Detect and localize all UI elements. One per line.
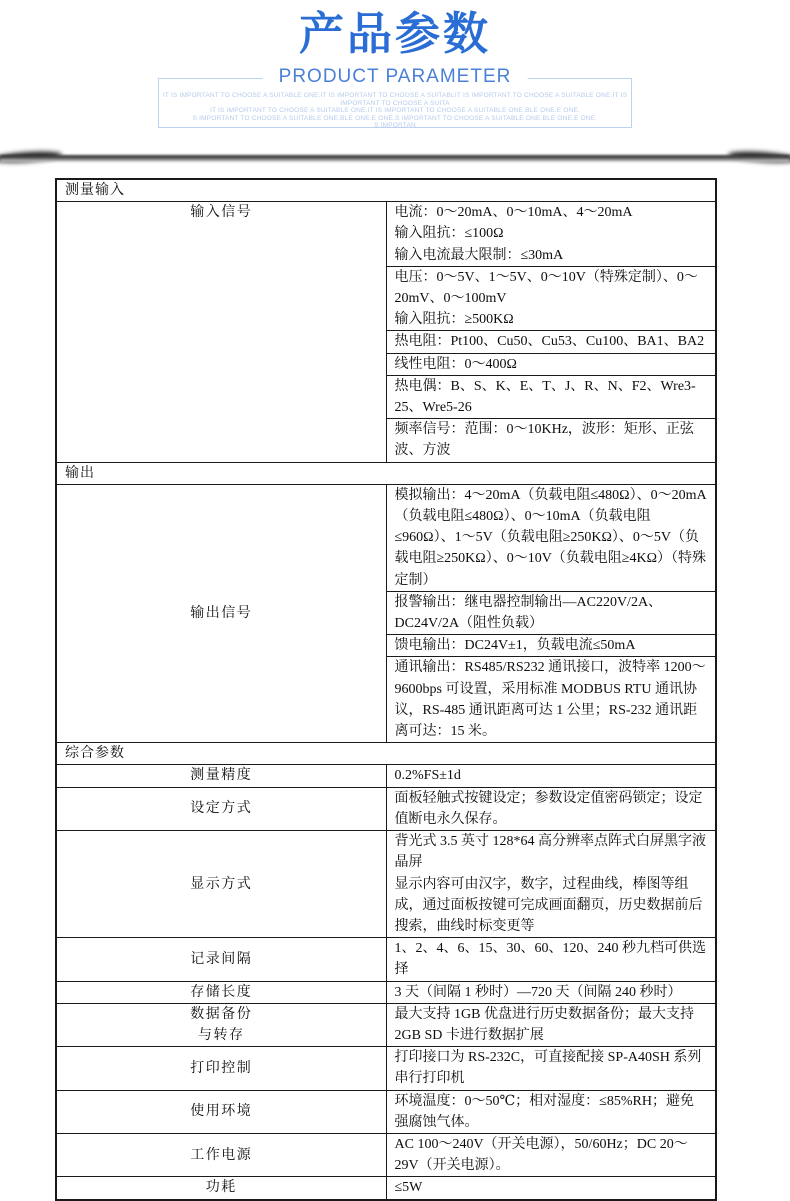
spec-value: 线性电阻：0～400Ω — [386, 353, 716, 375]
tagline-line: S IMPORTANT TO CHOOSE A SUITABLE ONE.BLE ONE.E ONE.S IMPORTANT TO CHOOSE A SUITABLE ONE.BLE ONE.E ONE. — [192, 114, 598, 122]
spec-label: 打印控制 — [56, 1047, 386, 1090]
spec-line: 输入电流最大限制：≤30mA — [394, 247, 564, 263]
spec-label — [56, 1003, 386, 1046]
section-row-general — [56, 743, 716, 765]
page-subtitle: PRODUCT PARAMETER — [263, 66, 528, 88]
section-header: 输出 — [56, 462, 716, 484]
spec-value: 最大支持 1GB 优盘进行历史数据备份；最大支持 2GB SD 卡进行数据扩展 — [386, 1003, 716, 1046]
spec-value: 热电阻：Pt100、Cu50、Cu53、Cu100、BA1、BA2 — [386, 331, 716, 353]
spec-label-line: 数据备份 — [190, 1006, 253, 1022]
subtitle-box — [158, 66, 632, 129]
spec-value: 打印接口为 RS-232C，可直接配接 SP-A40SH 系列串行打印机 — [386, 1047, 716, 1090]
spec-value: 热电偶：B、S、K、E、T、J、R、N、F2、Wre3-25、Wre5-26 — [386, 375, 716, 418]
table-row — [56, 981, 716, 1003]
spec-table — [55, 178, 717, 1201]
spec-value: 面板轻触式按键设定；参数设定值密码锁定；设定值断电永久保存。 — [386, 787, 716, 830]
spec-value: 馈电输出：DC24V±1，负载电流≤50mA — [386, 635, 716, 657]
table-row — [56, 1177, 716, 1200]
table-row — [56, 787, 716, 830]
tagline-line: IT IS IMPORTANT TO CHOOSE A SUITABLE ONE.IT IS IMPORTANT TO CHOOSE A SUITABLIT IS IMPORTANT TO CHOOSE A SUITABLE ONE.IT IS IMPORTANT TO CHOOSE A SUITA — [162, 92, 628, 107]
table-row — [56, 1047, 716, 1090]
spec-label: 工作电源 — [56, 1133, 386, 1176]
spec-line: 输入阻抗：≤100Ω — [394, 226, 504, 242]
table-row — [56, 202, 716, 267]
spec-value: 模拟输出：4～20mA（负载电阻≤480Ω）、0～20mA（负载电阻≤480Ω）、0～10mA（负载电阻≤960Ω）、1～5V（负载电阻≥250KΩ）、0～5V（负载电阻≥250KΩ）、0～10V（负载电阻≥4KΩ）（特殊定制） — [386, 484, 716, 591]
spec-value: 报警输出：继电器控制输出—AC220V/2A、DC24V/2A（阻性负载） — [386, 591, 716, 634]
table-row — [56, 1003, 716, 1046]
spec-line: 显示内容可由汉字，数字，过程曲线，棒图等组成，通过面板按键可完成画面翻页，历史数据前后搜索，曲线时标变更等 — [394, 876, 703, 934]
tagline-line: IT IS IMPORTANT TO CHOOSE A SUITABLE ONE.IT IS IMPORTANT TO CHOOSE A SUITABLE ONE.BLE ONE.E ONE. — [209, 107, 581, 114]
spec-value: 通讯输出：RS485/RS232 通讯接口，波特率 1200～9600bps 可设置，采用标准 MODBUS RTU 通讯协议，RS-485 通讯距离可达 1 公里；RS-232 通讯距离可达：15 米。 — [386, 657, 716, 743]
spec-value: 环境温度：0～50℃；相对湿度：≤85%RH；避免强腐蚀气体。 — [386, 1090, 716, 1133]
spec-value — [386, 266, 716, 331]
spec-value: 频率信号：范围：0～10KHz，波形：矩形、正弦波、方波 — [386, 419, 716, 462]
spec-value: 1、2、4、6、15、30、60、120、240 秒九档可供选择 — [386, 938, 716, 981]
spec-label: 显示方式 — [56, 831, 386, 938]
spec-line: 输入阻抗：≥500KΩ — [394, 312, 514, 328]
spec-label: 功耗 — [56, 1177, 386, 1200]
spec-value — [386, 831, 716, 938]
spec-value: 3 天（间隔 1 秒时）—720 天（间隔 240 秒时） — [386, 981, 716, 1003]
spec-label: 设定方式 — [56, 787, 386, 830]
spec-value: ≤5W — [386, 1177, 716, 1200]
spec-label: 记录间隔 — [56, 938, 386, 981]
table-row — [56, 765, 716, 787]
spec-label-line: 与转存 — [198, 1027, 245, 1043]
spec-label: 输入信号 — [56, 202, 386, 462]
section-row-output — [56, 462, 716, 484]
table-row — [56, 1090, 716, 1133]
table-row — [56, 1133, 716, 1176]
section-header: 综合参数 — [56, 743, 716, 765]
section-header: 测量输入 — [56, 179, 716, 202]
spec-value: AC 100～240V（开关电源），50/60Hz；DC 20～29V（开关电源）。 — [386, 1133, 716, 1176]
spec-value: 0.2%FS±1d — [386, 765, 716, 787]
spec-label: 存储长度 — [56, 981, 386, 1003]
page-shadow-divider — [0, 152, 790, 168]
spec-value — [386, 202, 716, 267]
spec-label: 使用环境 — [56, 1090, 386, 1133]
spec-label: 测量精度 — [56, 765, 386, 787]
page-title: 产品参数 — [298, 8, 491, 59]
spec-line: 电压：0～5V、1～5V、0～10V（特殊定制）、0～20mV、0～100mV — [394, 269, 698, 307]
section-row-measure-input — [56, 179, 716, 202]
spec-line: 背光式 3.5 英寸 128*64 高分辨率点阵式白屏黑字液晶屏 — [394, 834, 706, 871]
table-row — [56, 831, 716, 938]
table-row — [56, 938, 716, 981]
table-row — [56, 484, 716, 591]
spec-line: 电流：0～20mA、0～10mA、4～20mA — [394, 205, 633, 221]
divider-band — [0, 155, 790, 162]
spec-label: 输出信号 — [56, 484, 386, 742]
tagline-line: S IMPORTAN — [374, 122, 416, 129]
